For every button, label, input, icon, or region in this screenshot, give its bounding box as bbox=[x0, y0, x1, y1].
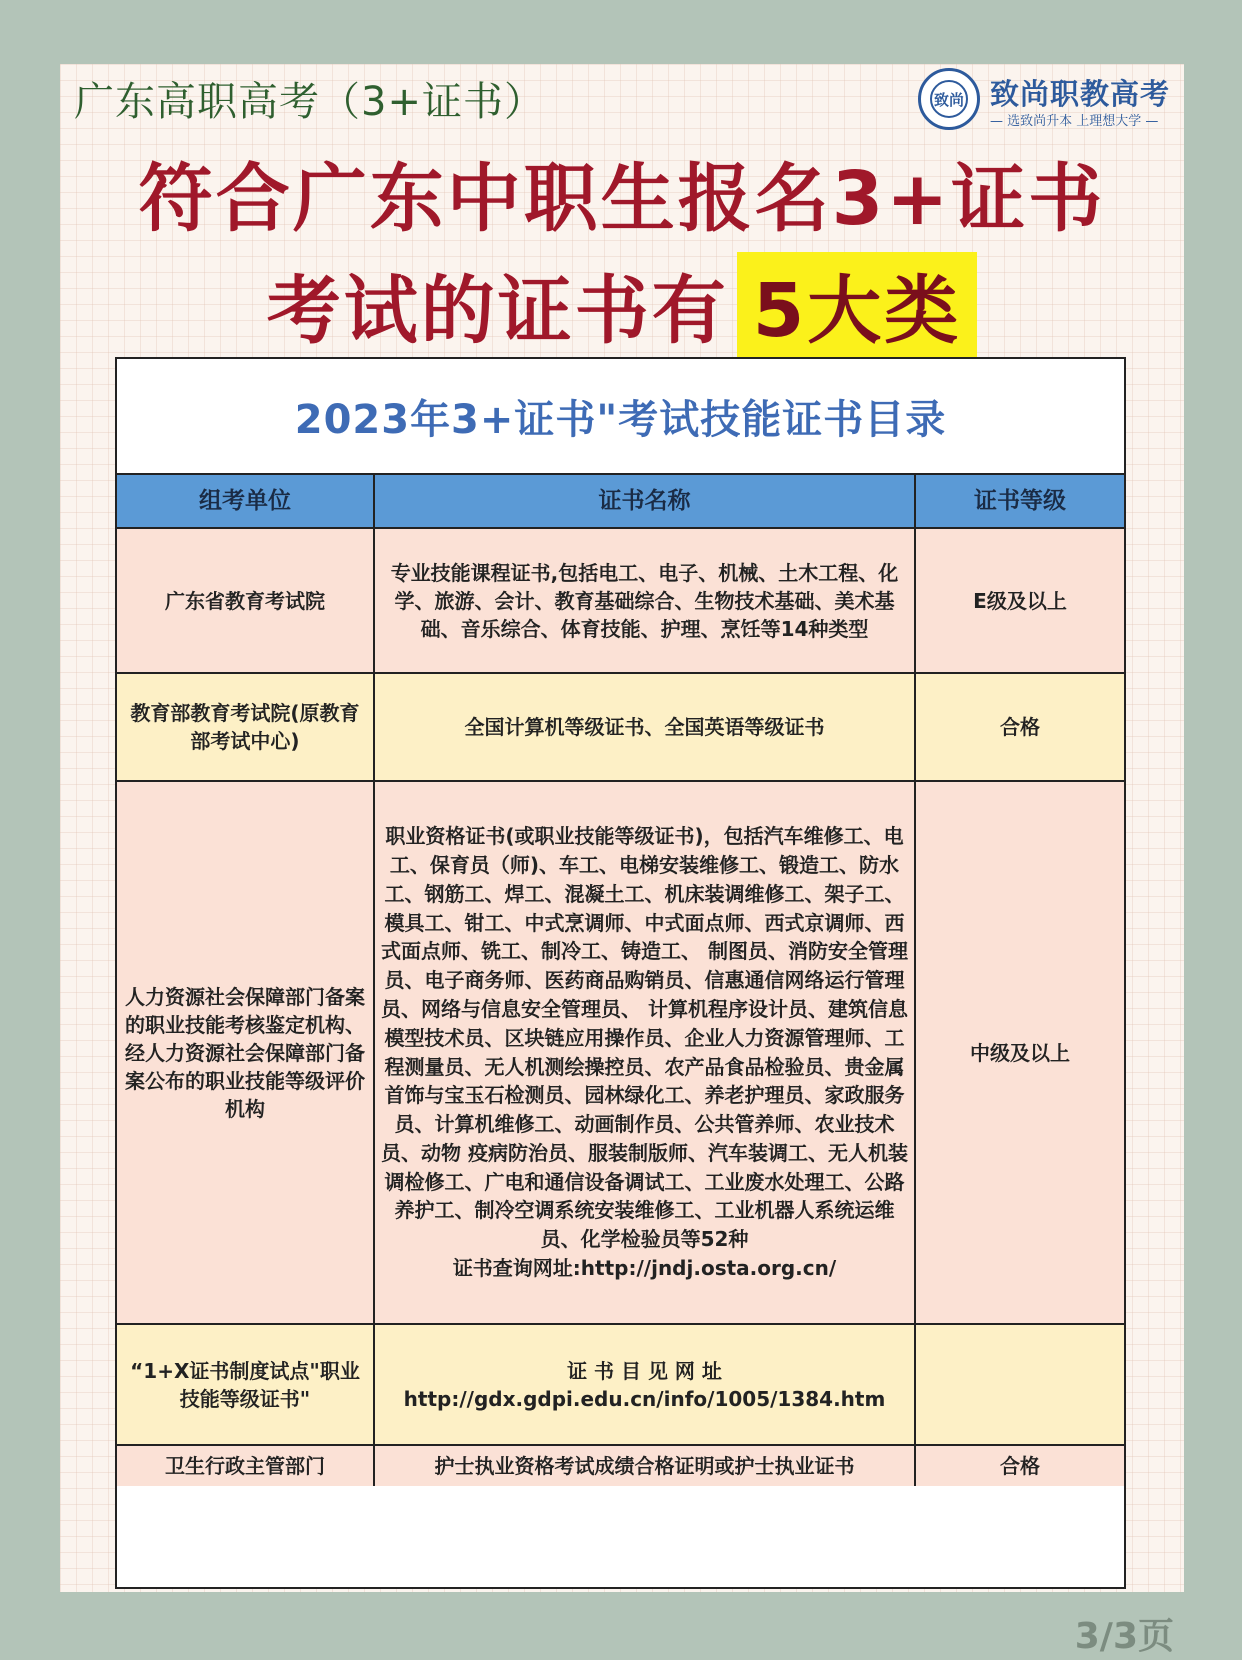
brand-slogan: — 选致尚升本 上理想大学 — bbox=[990, 114, 1159, 129]
certificate-table bbox=[115, 357, 1126, 1589]
table-row bbox=[117, 1445, 1124, 1486]
column-header-unit: 组考单位 bbox=[117, 475, 374, 528]
table-row bbox=[117, 673, 1124, 781]
cell-name-link[interactable]: 证书查询网址:http://jndj.osta.org.cn/ bbox=[452, 1256, 837, 1281]
cell-unit: 人力资源社会保障部门备案的职业技能考核鉴定机构、经人力资源社会保障部门备案公布的职业技能等级评价机构 bbox=[117, 781, 374, 1324]
cell-name: 护士执业资格考试成绩合格证明或护士执业证书 bbox=[374, 1445, 915, 1486]
headline-line-2 bbox=[60, 252, 1184, 358]
cell-name-text: 证 书 目 见 网 址 bbox=[567, 1358, 722, 1383]
cell-level: 中级及以上 bbox=[915, 781, 1124, 1324]
headline-line-2-text: 考试的证书有 bbox=[266, 268, 729, 354]
column-header-level: 证书等级 bbox=[915, 475, 1124, 528]
headline-highlight: 5大类 bbox=[737, 252, 978, 358]
cell-level bbox=[915, 1324, 1124, 1445]
cell-unit: “1+X证书制度试点"职业技能等级证书" bbox=[117, 1324, 374, 1445]
cell-name-link[interactable]: http://gdx.gdpi.edu.cn/info/1005/1384.htm bbox=[403, 1386, 886, 1411]
column-header-name: 证书名称 bbox=[374, 475, 915, 528]
seal-text: 致尚 bbox=[930, 80, 968, 118]
cell-unit: 教育部教育考试院(原教育部考试中心) bbox=[117, 673, 374, 781]
cell-name: 专业技能课程证书,包括电工、电子、机械、土木工程、化学、旅游、会计、教育基础综合、生物技术基础、美术基础、音乐综合、体育技能、护理、烹饪等14种类型 bbox=[374, 528, 915, 673]
cell-name bbox=[374, 781, 915, 1324]
page-indicator: 3/3页 bbox=[1074, 1616, 1174, 1657]
certificate-grid bbox=[117, 475, 1124, 1486]
table-row bbox=[117, 1324, 1124, 1445]
brand-logo bbox=[914, 66, 1184, 136]
cell-level: 合格 bbox=[915, 1445, 1124, 1486]
cell-level: 合格 bbox=[915, 673, 1124, 781]
kicker-title: 广东高职高考（3+证书） bbox=[74, 79, 545, 125]
cell-name bbox=[374, 1324, 915, 1445]
table-header-row bbox=[117, 475, 1124, 528]
cell-level: E级及以上 bbox=[915, 528, 1124, 673]
table-row bbox=[117, 528, 1124, 673]
cell-unit: 广东省教育考试院 bbox=[117, 528, 374, 673]
brand-name: 致尚职教高考 bbox=[990, 77, 1171, 111]
cell-name: 全国计算机等级证书、全国英语等级证书 bbox=[374, 673, 915, 781]
headline-line-1: 符合广东中职生报名3+证书 bbox=[138, 156, 1106, 242]
cell-unit: 卫生行政主管部门 bbox=[117, 1445, 374, 1486]
seal-icon bbox=[918, 68, 980, 130]
table-row bbox=[117, 781, 1124, 1324]
table-title: 2023年3+证书"考试技能证书目录 bbox=[117, 359, 1124, 475]
cell-name-text: 职业资格证书(或职业技能等级证书)，包括汽车维修工、电工、保育员（师)、车工、电梯安装维修工、锻造工、防水工、钢筋工、焊工、混凝土工、机床装调维修工、架子工、模具工、钳工、中式烹调师、中式面点师、西式京调师、西式面点师、铣工、制冷工、铸造工、 制图员、消防安全管理员、电子商务师、医药商品购销员、信惠通信网络运行管理员、网络与信息安全管理员、 计算机程序设计员、建筑信息模型技术员、区块链应用操作员、企业人力资源管理师、工程测量员、无人机测绘操控员、农产品食品检验员、贵金属首饰与宝玉石检测员、园林绿化工、养老护理员、家政服务员、计算机维修工、动画制作员、公共管养师、农业技术员、动物 疫病防治员、服装制版师、汽车装调工、无人机装调检修工、广电和通信设备调试工、工业废水处理工、公路养护工、制冷空调系统安装维修工、工业机器人系统运维员、化学检验员等52种 bbox=[381, 824, 908, 1252]
